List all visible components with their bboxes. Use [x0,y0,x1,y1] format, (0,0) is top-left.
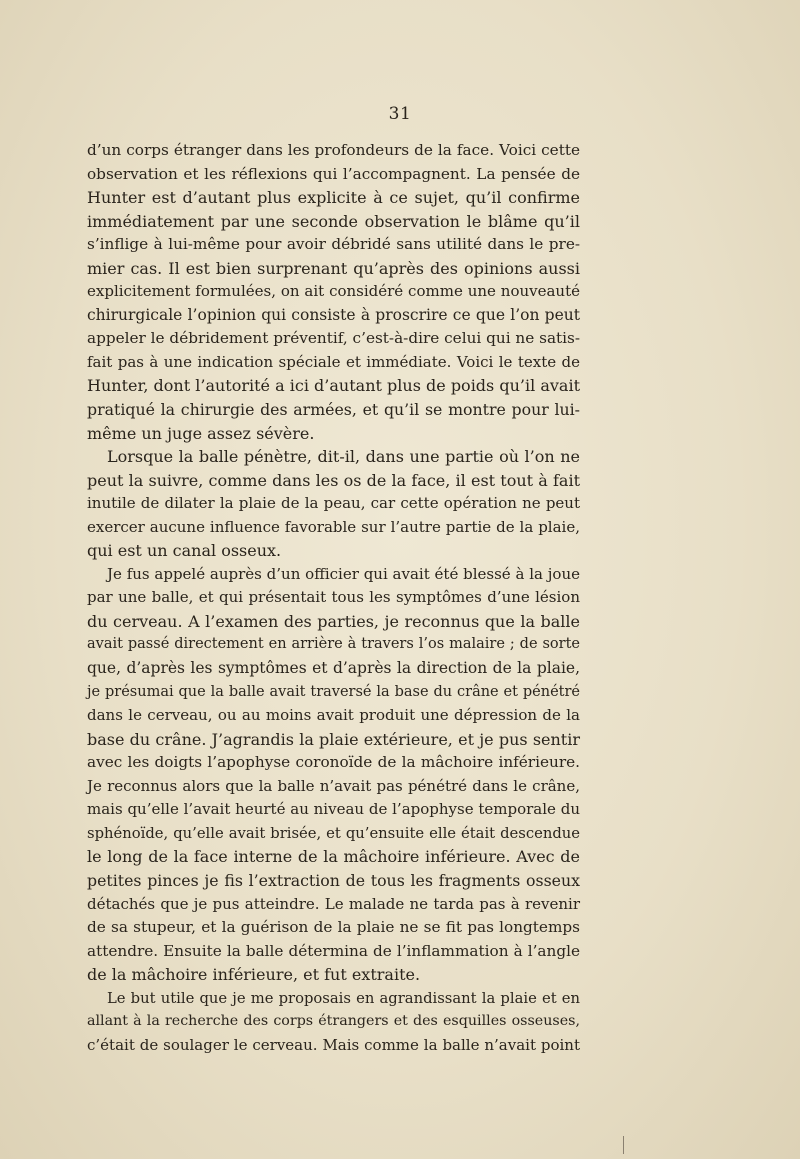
text-line: qui est un canal osseux. [87,541,282,561]
text-line: même un juge assez sévère. [87,423,315,443]
text-line: peut la suivre, comme dans les os de la face, il est tout à fait [87,470,580,490]
text-line: petites pinces je fis l’extraction de tous les fragments osseux [87,870,580,890]
text-line: d’un corps étranger dans les profondeurs de la face. Voici cette [87,141,580,159]
text-line: fait pas à une indication spéciale et immédiate. Voici le texte de [87,352,580,371]
text-line: base du crâne. J’agrandis la plaie extérieure, et je pus sentir [87,729,580,749]
page-edge-mark [623,1136,624,1154]
text-line: exercer aucune influence favorable sur l’autre partie de la plaie, [87,517,580,536]
text-line: détachés que je pus atteindre. Le malade ne tarda pas à revenir [87,894,580,913]
text-line: explicitement formulées, on ait considéré comme une nouveauté [87,282,580,301]
text-line: de sa stupeur, et la guérison de la plaie ne se fit pas longtemps [87,918,580,937]
page-number: 31 [388,104,412,124]
text-line: Lorsque la balle pénètre, dit-il, dans une partie où l’on ne [107,447,580,467]
text-line: observation et les réflexions qui l’accompagnent. La pensée de [87,164,580,183]
text-line: attendre. Ensuite la balle détermina de l’inflammation à l’angle [87,941,580,960]
text-line: sphénoïde, qu’elle avait brisée, et qu’ensuite elle était descendue [87,824,580,842]
text-line: que, d’après les symptômes et d’après la direction de la plaie, [87,659,580,678]
text-line: Je fus appelé auprès d’un officier qui avait été blessé à la joue [107,564,580,583]
text-line: c’était de soulager le cerveau. Mais comme la balle n’avait point [87,1035,580,1054]
text-line: Hunter est d’autant plus explicite à ce sujet, qu’il confirme [87,188,580,208]
text-line: s’inflige à lui-même pour avoir débridé sans utilité dans le pre- [87,235,580,254]
text-line: dans le cerveau, ou au moins avait produit une dépression de la [87,706,580,725]
text-line: je présumai que la balle avait traversé la base du crâne et pénétré [87,683,580,700]
text-line: le long de la face interne de la mâchoire inférieure. Avec de [87,847,580,867]
text-line: immédiatement par une seconde observation le blâme qu’il [87,211,580,231]
text-line: Le but utile que je me proposais en agrandissant la plaie et en [107,989,580,1007]
text-line: appeler le débridement préventif, c’est-à-dire celui qui ne satis- [87,329,581,348]
body-text [87,139,580,1057]
text-line: Hunter, dont l’autorité a ici d’autant plus de poids qu’il avait [87,376,580,396]
text-line: mais qu’elle l’avait heurté au niveau de l’apophyse temporale du [87,800,580,819]
text-line: avait passé directement en arrière à travers l’os malaire ; de sorte [87,636,580,653]
text-line: inutile de dilater la plaie de la peau, car cette opération ne peut [87,494,580,513]
text-line: du cerveau. A l’examen des parties, je reconnus que la balle [87,611,580,631]
text-line: pratiqué la chirurgie des armées, et qu’il se montre pour lui- [87,400,580,420]
text-line: par une balle, et qui présentait tous les symptômes d’une lésion [87,588,580,607]
text-line: allant à la recherche des corps étrangers et des esquilles osseuses, [87,1013,580,1030]
text-line: mier cas. Il est bien surprenant qu’après des opinions aussi [87,258,580,278]
text-line: avec les doigts l’apophyse coronoïde de la mâchoire inférieure. [87,753,580,772]
text-line: chirurgicale l’opinion qui consiste à proscrire ce que l’on peut [87,305,580,324]
text-line: de la mâchoire inférieure, et fut extraite. [87,965,421,985]
text-line: Je reconnus alors que la balle n’avait pas pénétré dans le crâne, [87,776,580,795]
